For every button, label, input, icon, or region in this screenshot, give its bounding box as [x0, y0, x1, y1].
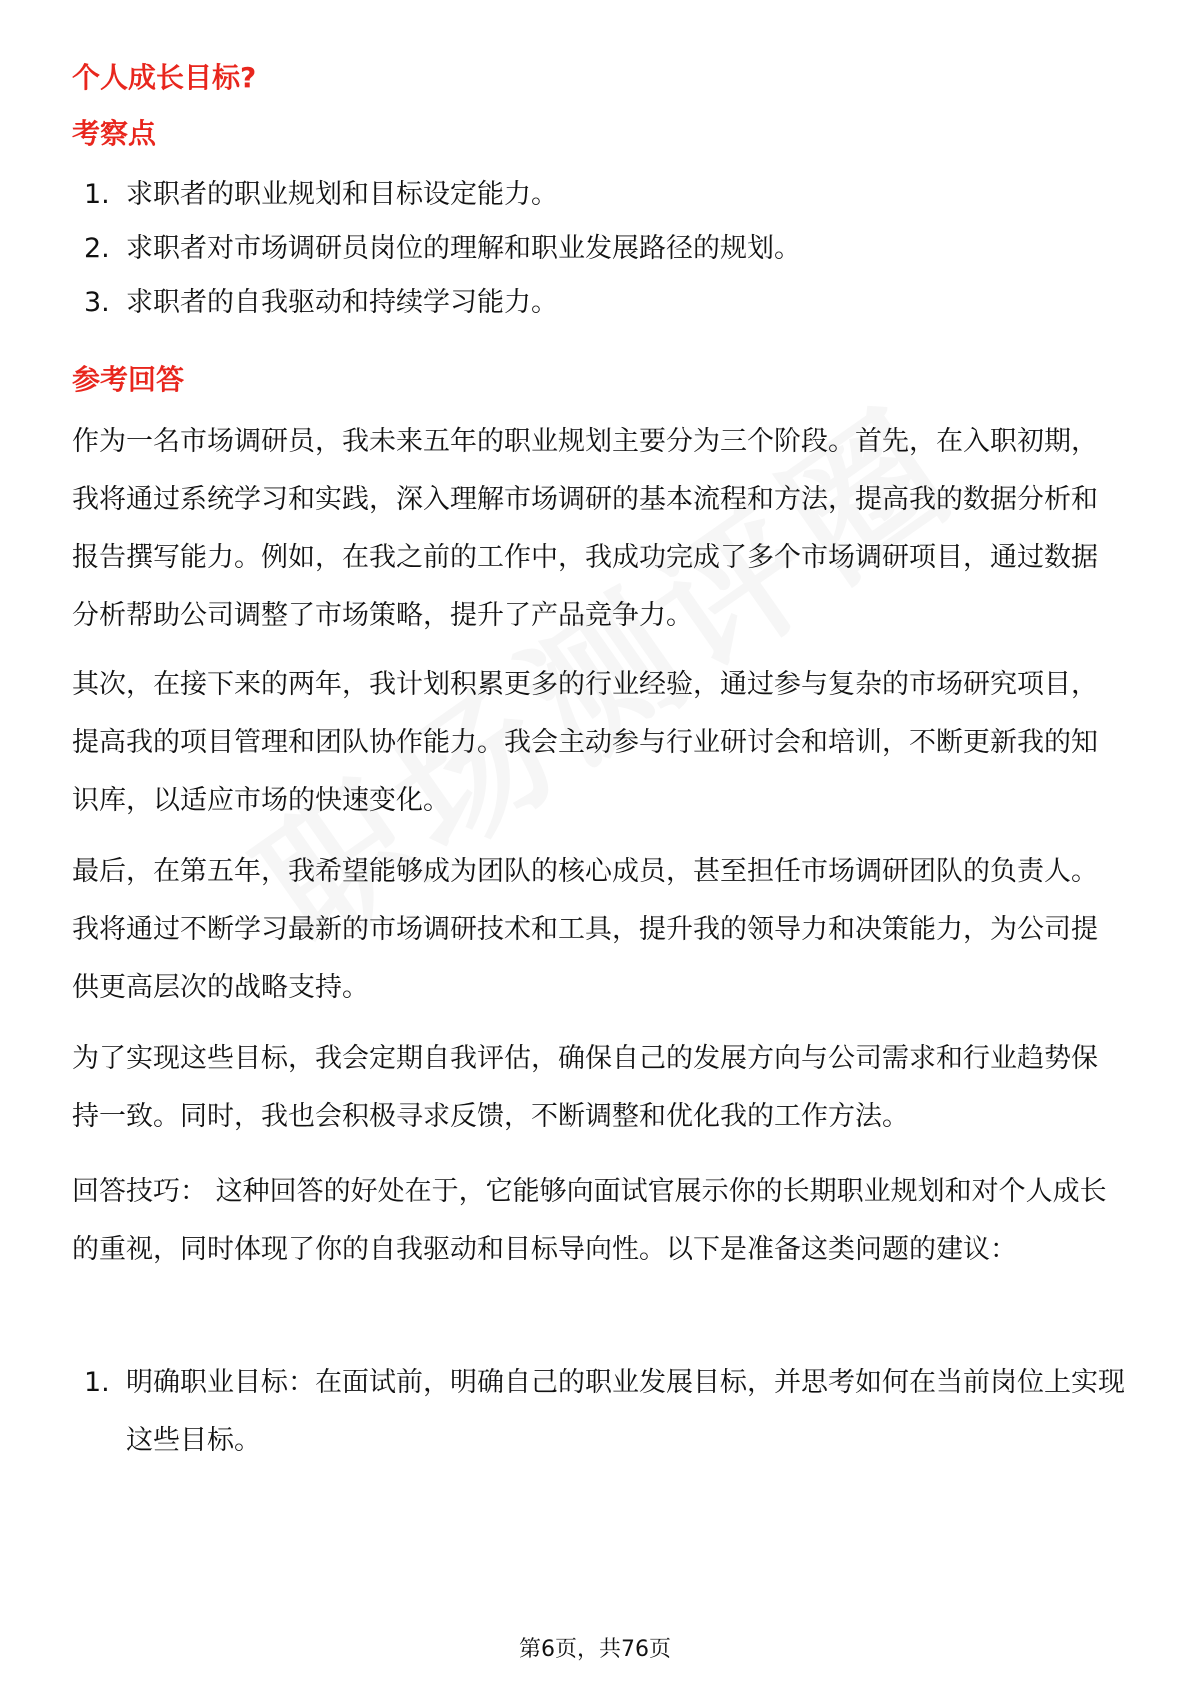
answer-heading: 参考回答 [72, 363, 185, 396]
tip-item-text: 明确职业目标：在面试前，明确自己的职业发展目标，并思考如何在当前岗位上实现这些目标。 [126, 1367, 1125, 1456]
focus-item-number: 2. [84, 233, 110, 264]
focus-item [84, 220, 1124, 278]
focus-item-text: 求职者的职业规划和目标设定能力。 [126, 179, 558, 210]
tip-item [84, 1354, 1125, 1456]
focus-item-text: 求职者对市场调研员岗位的理解和职业发展路径的规划。 [126, 233, 801, 264]
focus-item-number: 3. [84, 287, 110, 318]
answer-paragraph: 最后，在第五年，我希望能够成为团队的核心成员，甚至担任市场调研团队的负责人。我将通过不断学习最新的市场调研技术和工具，提升我的领导力和决策能力，为公司提供更高层次的战略支持。 [72, 856, 1098, 1003]
focus-item-number: 1. [84, 179, 110, 210]
focus-item [84, 274, 1124, 332]
page-footer: 第6页，共76页 [519, 1637, 671, 1662]
focus-item [84, 166, 1124, 224]
answer-paragraph: 作为一名市场调研员，我未来五年的职业规划主要分为三个阶段。首先，在入职初期，我将通过系统学习和实践，深入理解市场调研的基本流程和方法，提高我的数据分析和报告撰写能力。例如，在我之前的工作中，我成功完成了多个市场调研项目，通过数据分析帮助公司调整了市场策略，提升了产品竞争力。 [72, 426, 1098, 631]
answer-paragraph: 其次，在接下来的两年，我计划积累更多的行业经验，通过参与复杂的市场研究项目，提高我的项目管理和团队协作能力。我会主动参与行业研讨会和培训，不断更新我的知识库，以适应市场的快速变化。 [72, 669, 1098, 816]
answer-tips-paragraph: 回答技巧： 这种回答的好处在于，它能够向面试官展示你的长期职业规划和对个人成长的重视，同时体现了你的自我驱动和目标导向性。以下是准备这类问题的建议： [72, 1176, 1107, 1265]
answer-paragraph: 为了实现这些目标，我会定期自我评估，确保自己的发展方向与公司需求和行业趋势保持一致。同时，我也会积极寻求反馈，不断调整和优化我的工作方法。 [72, 1043, 1098, 1132]
tip-item-number: 1. [84, 1367, 110, 1398]
question-title: 个人成长目标? [72, 61, 257, 94]
focus-heading: 考察点 [72, 117, 157, 150]
focus-item-text: 求职者的自我驱动和持续学习能力。 [126, 287, 558, 318]
